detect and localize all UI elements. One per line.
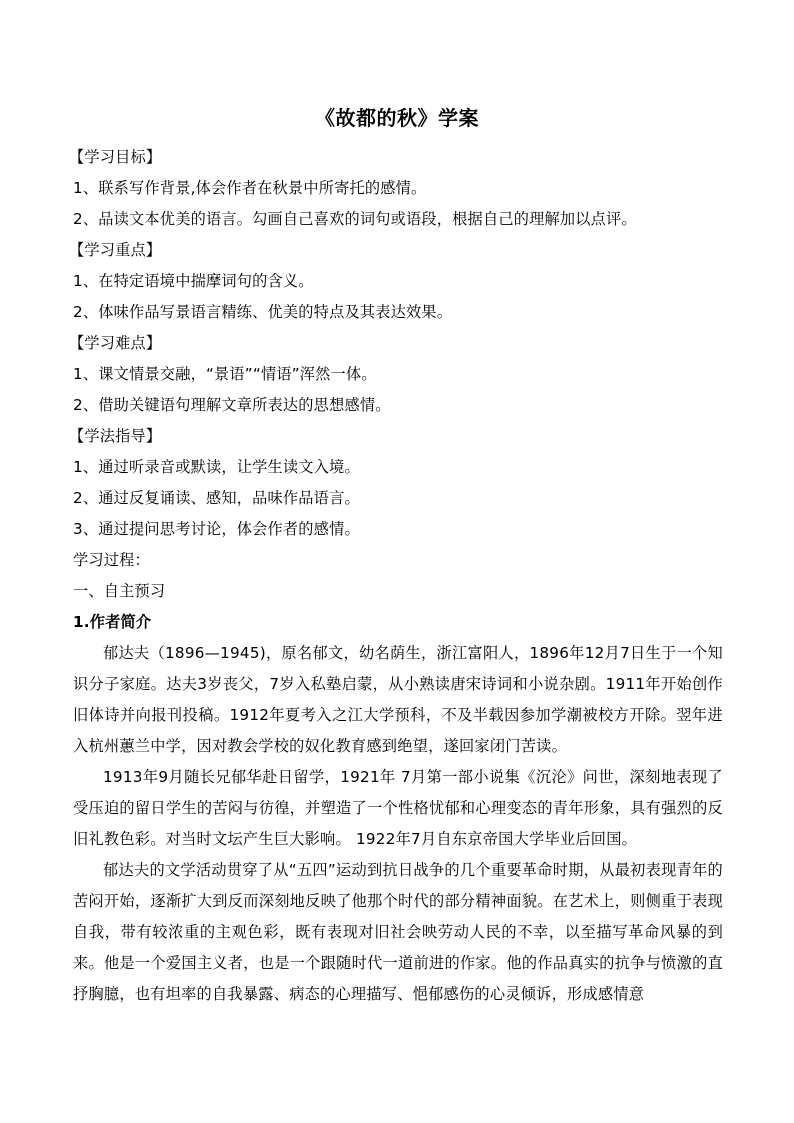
document-body xyxy=(69,142,723,1010)
key-point-item: 1、在特定语境中揣摩词句的含义。 xyxy=(73,272,314,290)
method-item: 1、通过听录音或默读，让学生读文入境。 xyxy=(73,458,360,476)
author-intro-heading: 1.作者简介 xyxy=(73,613,152,631)
difficulties-heading: 【学习难点】 xyxy=(69,334,162,352)
document-title: 《故都的秋》学案 xyxy=(315,106,479,130)
goal-item: 1、联系写作背景,体会作者在秋景中所寄托的感情。 xyxy=(73,179,427,197)
process-label: 学习过程： xyxy=(73,551,150,569)
part-one-heading: 一、自主预习 xyxy=(73,582,166,600)
goals-heading: 【学习目标】 xyxy=(69,148,162,166)
method-item: 3、通过提问思考讨论，体会作者的感情。 xyxy=(73,520,360,538)
difficulty-item: 2、借助关键语句理解文章所表达的思想感情。 xyxy=(73,396,391,414)
method-heading: 【学法指导】 xyxy=(69,427,162,445)
difficulty-item: 1、课文情景交融，“景语”“情语”浑然一体。 xyxy=(73,365,377,383)
method-item: 2、通过反复诵读、感知，品味作品语言。 xyxy=(73,489,360,507)
key-point-item: 2、体味作品写景语言精练、优美的特点及其表达效果。 xyxy=(73,303,453,321)
key-points-heading: 【学习重点】 xyxy=(69,241,162,259)
author-paragraph: 1913年9月随长兄郁华赴日留学，1921年 7月第一部小说集《沉沦》问世，深刻地表现了受压迫的留日学生的苦闷与彷徨，并塑造了一个性格忧郁和心理变态的青年形象，具有强烈的反旧礼教色彩。对当时文坛产生巨大影响。 1922年7月自东京帝国大学毕业后回国。 xyxy=(73,768,723,848)
author-paragraph: 郁达夫（1896—1945)，原名郁文，幼名荫生，浙江富阳人，1896年12月7日生于一个知识分子家庭。达夫3岁丧父，7岁入私塾启蒙，从小熟读唐宋诗词和小说杂剧。1911年开始创作旧体诗并向报刊投稿。1912年夏考入之江大学预科，不及半载因参加学潮被校方开除。翌年进入杭州蕙兰中学，因对教会学校的奴化教育感到绝望，遂回家闭门苦读。 xyxy=(73,644,723,755)
author-paragraph: 郁达夫的文学活动贯穿了从“五四”运动到抗日战争的几个重要革命时期，从最初表现青年的苦闷开始，逐渐扩大到反而深刻地反映了他那个时代的部分精神面貌。在艺术上，则侧重于表现自我，带有较浓重的主观色彩，既有表现对旧社会映劳动人民的不幸，以至描写革命风暴的到来。他是一个爱国主义者，也是一个跟随时代一道前进的作家。他的作品真实的抗争与愤激的直抒胸臆，也有坦率的自我暴露、病态的心理描写、悒郁感伤的心灵倾诉，形成感情意 xyxy=(73,861,723,1003)
goal-item: 2、品读文本优美的语言。勾画自己喜欢的词句或语段，根据自己的理解加以点评。 xyxy=(73,210,637,228)
